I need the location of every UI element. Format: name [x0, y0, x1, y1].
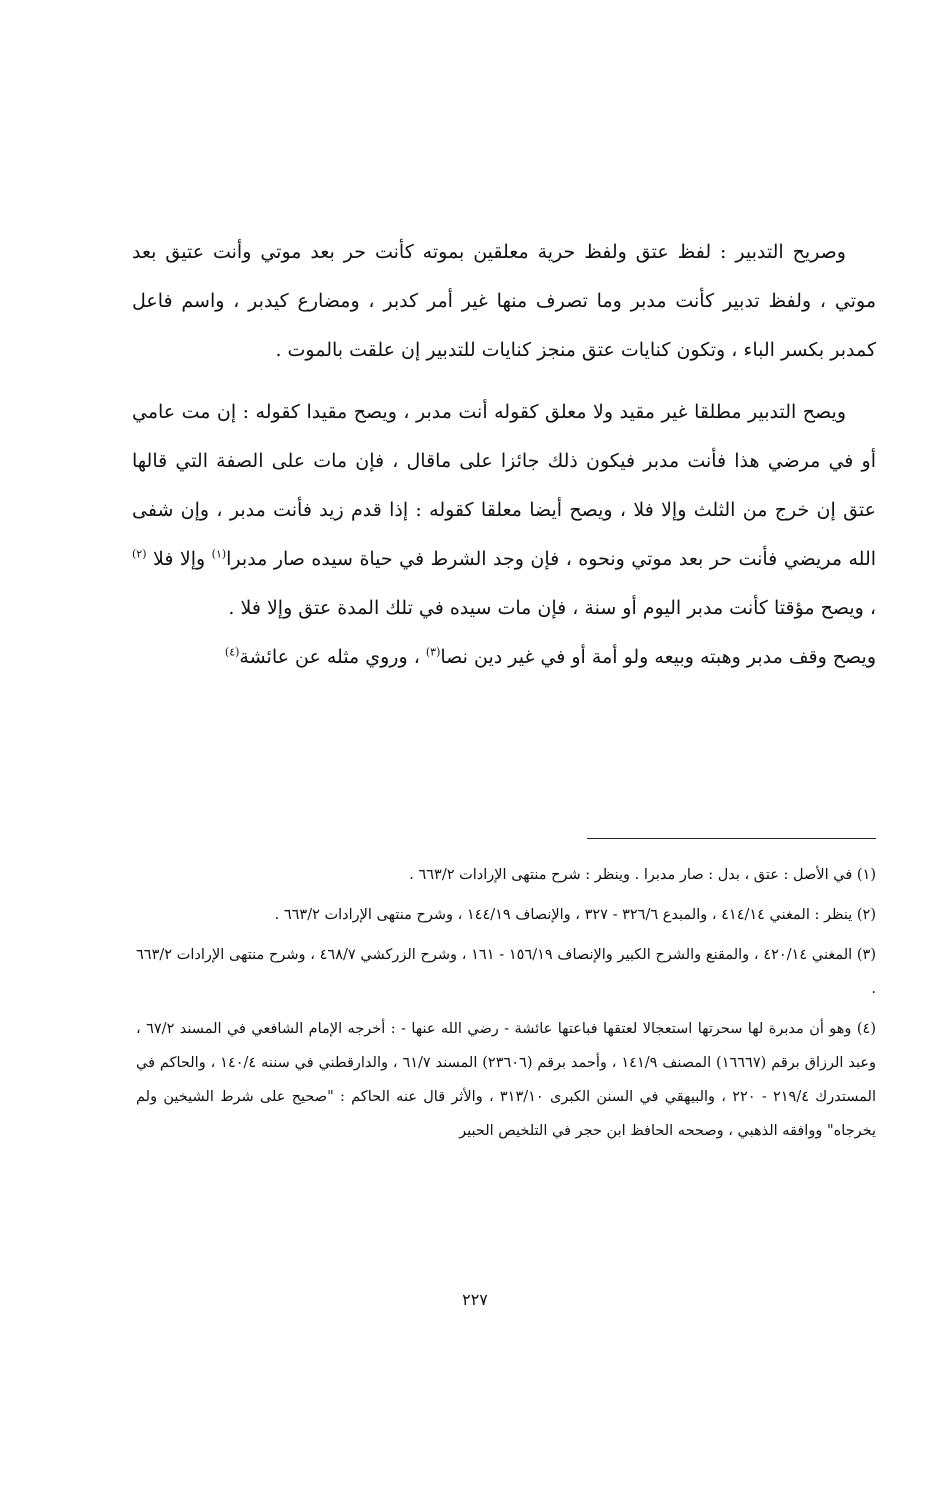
footnote-4: (٤) وهو أن مدبرة لها سحرتها استعجالا لعتقها فباعتها عائشة - رضي الله عنها - : أخرجه الإمام الشافعي في المسند ٦٧/٢ ، وعبد الرزاق برقم (١٦٦٦٧) المصنف ١٤١/٩ ، وأحمد برقم (٢٣٦٠٦) المسند ٦١/٧ ، والدارقطني في سننه ١٤٠/٤ ، والحاكم في المستدرك ٢١٩/٤ - ٢٢٠ ، والبيهقي في السنن الكبرى ٣١٣/١٠ ، والأثر قال عنه الحاكم : "صحيح على شرط الشيخين ولم يخرجاه" ووافقه الذهبي ، وصححه الحافظ ابن حجر في التلخيص الحبير — [136, 1021, 876, 1139]
footnote-ref-1: (١) — [211, 547, 227, 561]
page-number: ٢٢٧ — [462, 1290, 488, 1309]
footnote-ref-2: (٢) — [132, 547, 147, 561]
paragraph-2-text-c: ، ويصح مؤقتا كأنت مدبر اليوم أو سنة ، فإن مات سيده في تلك المدة عتق وإلا فلا . — [228, 597, 876, 619]
footnotes — [136, 858, 876, 1154]
paragraph-2 — [132, 388, 876, 633]
footnote-3: (٣) المغني ٤٢٠/١٤ ، والمقنع والشرح الكبير والإنصاف ١٥٦/١٩ - ١٦١ ، وشرح الزركشي ٤٦٨/٧ ، وشرح منتهى الإرادات ٦٦٣/٢ . — [136, 947, 877, 997]
paragraph-2-text-a: ويصح التدبير مطلقا غير مقيد ولا معلق كقوله أنت مدبر ، ويصح مقيدا كقوله : إن مت عامي أو في مرضي هذا فأنت مدبر فيكون ذلك جائزا على ماقال ، فإن مات على الصفة التي قالها عتق إن خرج من الثلث وإلا فلا ، ويصح أيضا معلقا كقوله : إذا قدم زيد فأنت مدبر ، وإن شفى الله مريضي فأنت حر بعد موتي ونحوه ، فإن وجد الشرط في حياة سيده صار مدبرا — [132, 401, 877, 570]
paragraph-3-text-b: ، وروي مثله عن عائشة — [239, 646, 426, 668]
footnote-ref-3: (٣) — [425, 645, 441, 659]
paragraph-3-text-a: ويصح وقف مدبر وهبته وبيعه ولو أمة أو في غير دين نصا — [440, 646, 876, 668]
paragraph-1 — [132, 228, 876, 375]
paragraph-3 — [132, 633, 876, 682]
footnote-2: (٢) ينظر : المغني ٤١٤/١٤ ، والمبدع ٣٢٦/٦ - ٣٢٧ ، والإنصاف ١٤٤/١٩ ، وشرح منتهى الإرادات ٦٦٣/٢ . — [274, 907, 876, 923]
paragraph-2-text-b: وإلا فلا — [146, 548, 212, 570]
main-text — [132, 228, 876, 682]
footnote-ref-4: (٤) — [224, 645, 240, 659]
paragraph-1-text: وصريح التدبير : لفظ عتق ولفظ حرية معلقين بموته كأنت حر بعد موتي وأنت عتيق بعد موتي ، ولفظ تدبير كأنت مدبر وما تصرف منها غير أمر كدبر ، ومضارع كيدبر ، واسم فاعل كمدبر بكسر الباء ، وتكون كنايات عتق منجز كنايات للتدبير إن علقت بالموت . — [132, 241, 876, 361]
footnote-separator — [587, 838, 876, 839]
footnote-1: (١) في الأصل : عتق ، بدل : صار مدبرا . وينظر : شرح منتهى الإرادات ٦٦٣/٢ . — [409, 867, 876, 883]
